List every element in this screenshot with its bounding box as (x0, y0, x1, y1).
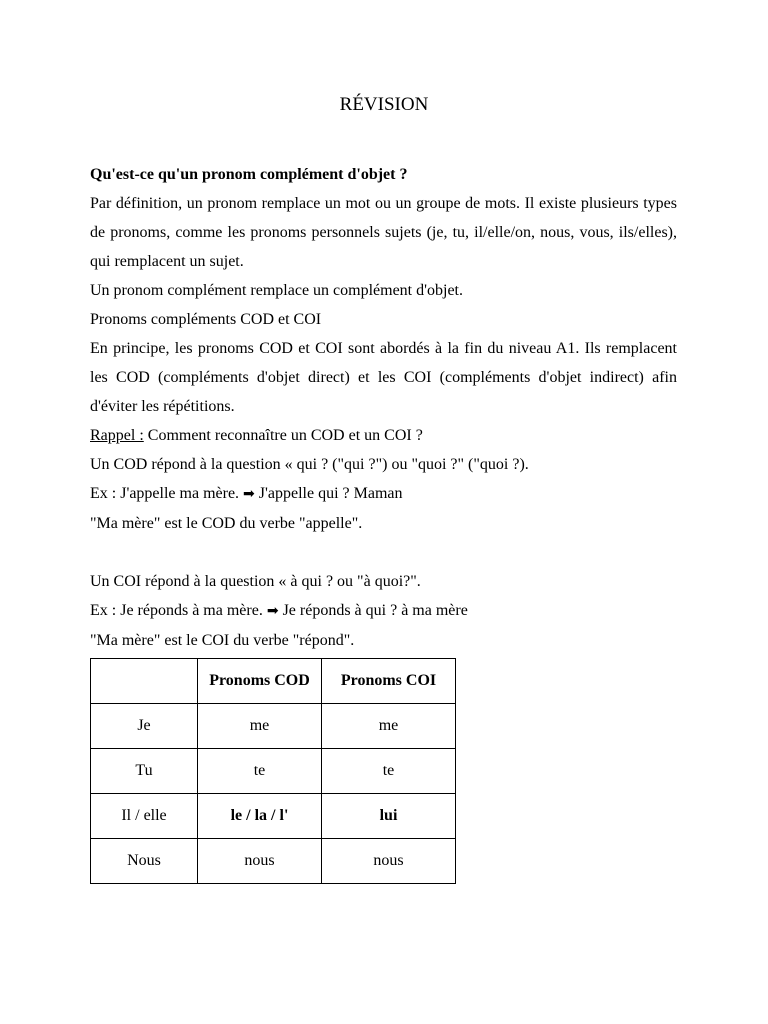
cod-example-before: Ex : J'appelle ma mère. (90, 485, 244, 502)
rappel-text: Comment reconnaître un COD et un COI ? (143, 427, 423, 444)
coi-example (90, 596, 677, 626)
coi-conclusion: "Ma mère" est le COI du verbe "répond". (90, 632, 355, 649)
table-row (91, 839, 456, 884)
principe-paragraph: En principe, les pronoms COD et COI sont abordés à la fin du niveau A1. Ils remplacent les COD (compléments d'objet direct) et les COI (compléments d'objet indirect) afin d'éviter les répétitions. (90, 340, 677, 415)
table-cell-subject: Il / elle (91, 794, 198, 839)
table-header-cod: Pronoms COD (198, 659, 322, 704)
cod-conclusion: "Ma mère" est le COD du verbe "appelle". (90, 515, 363, 532)
table-row (91, 704, 456, 749)
table-row (91, 794, 456, 839)
document-body (90, 160, 677, 655)
coi-example-after: Je réponds à qui ? à ma mère (278, 602, 468, 619)
blank-line (90, 538, 677, 567)
table-cell-coi: lui (322, 794, 456, 839)
right-arrow-icon: ➡ (243, 486, 255, 502)
complement-paragraph: Un pronom complément remplace un complément d'objet. (90, 282, 463, 299)
table-cell-cod: nous (198, 839, 322, 884)
table-cell-cod: le / la / l' (198, 794, 322, 839)
cod-example-after: J'appelle qui ? Maman (254, 485, 403, 502)
cod-coi-subtitle: Pronoms compléments COD et COI (90, 311, 322, 328)
table-cell-cod: te (198, 749, 322, 794)
table-cell-coi: me (322, 704, 456, 749)
coi-question: Un COI répond à la question « à qui ? ou "à quoi?". (90, 573, 421, 590)
table-cell-subject: Tu (91, 749, 198, 794)
table-cell-subject: Nous (91, 839, 198, 884)
rappel-label: Rappel : (90, 427, 144, 444)
cod-question: Un COD répond à la question « qui ? ("qui ?") ou "quoi ?" ("quoi ?). (90, 456, 529, 473)
table-cell-coi: nous (322, 839, 456, 884)
table-cell-subject: Je (91, 704, 198, 749)
right-arrow-icon: ➡ (266, 603, 279, 619)
table-cell-coi: te (322, 749, 456, 794)
coi-example-before: Ex : Je réponds à ma mère. (90, 602, 267, 619)
pronouns-table (90, 658, 456, 884)
table-header-empty (91, 659, 198, 704)
table-row (91, 749, 456, 794)
table-cell-cod: me (198, 704, 322, 749)
table-header-coi: Pronoms COI (322, 659, 456, 704)
table-header-row (91, 659, 456, 704)
cod-example (90, 479, 677, 509)
section-heading: Qu'est-ce qu'un pronom complément d'objet ? (90, 166, 408, 183)
rappel-line (90, 421, 677, 450)
page-title: RÉVISION (339, 94, 429, 115)
definition-paragraph: Par définition, un pronom remplace un mot ou un groupe de mots. Il existe plusieurs types de pronoms, comme les pronoms personnels sujets (je, tu, il/elle/on, nous, vous, ils/elles), qui remplacent un sujet. (90, 195, 677, 270)
